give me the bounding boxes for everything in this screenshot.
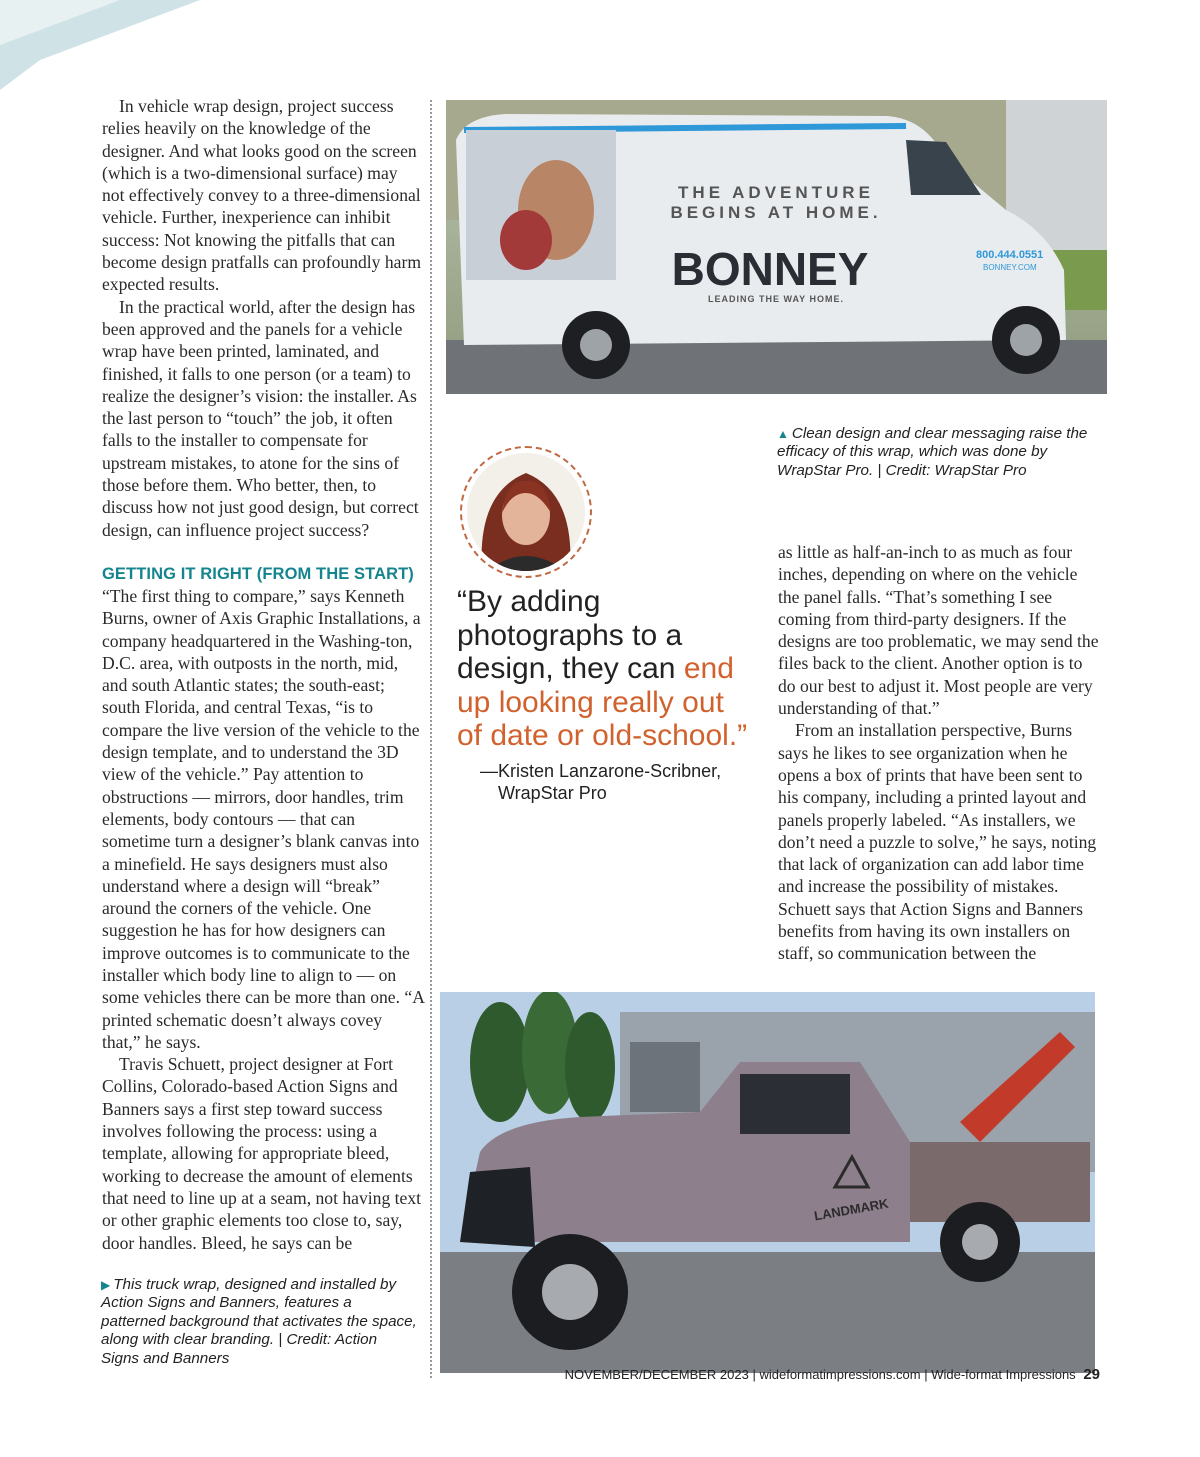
truck-brand: LANDMARK — [812, 1195, 890, 1224]
page-footer — [560, 1366, 1100, 1383]
pull-quote — [457, 585, 757, 753]
left-text-column — [102, 95, 424, 1254]
headshot-photo — [467, 453, 585, 571]
triangle-right-icon: ▶ — [101, 1278, 111, 1292]
headshot-frame — [460, 446, 592, 578]
van-brand: BONNEY — [671, 243, 869, 295]
paragraph: From an installation perspective, Burns says he likes to see organization when he opens a box of prints that have been sent to his company, including a printed layout and panels properly labeled. “As installers, we don’t need a puzzle to solve,” he says, noting that lack of organization can add labor time and increase the possibility of mistakes. Schuett says that Action Signs and Banners benefits from having its own installers on staff, so communication between the — [778, 720, 1097, 964]
corner-accent-graphic — [0, 0, 200, 90]
paragraph: “The first thing to compare,” says Kenneth Burns, owner of Axis Graphic Installations, a company headquartered in the Washing-ton, D.C. area, with outposts in the north, mid, and south Atlantic states; the south-east; south Florida, and central Texas, “is to compare the live version of the vehicle to the design template, and to understand the 3D view of the vehicle.” Pay attention to obstructions — mirrors, door handles, trim elements, body contours — that can sometime turn a designer’s blank canvas into a minefield. He says designers must also understand where a design will “break” around the corners of the vehicle. One suggestion he has for how designers can improve outcomes is to communicate to the installer which body line to align to — on some vehicles there can be more than one. “A printed schematic doesn’t always covey that,” he says. — [102, 585, 424, 1052]
footer-separator: | — [924, 1367, 932, 1382]
caption-text: This truck wrap, designed and installed by Action Signs and Banners, features a patterned background that activates the space, along with clear branding. | Credit: Action Signs and Banners — [101, 1276, 417, 1367]
pull-quote-accent-text: end up looking really out of date or old-school.” — [457, 652, 748, 752]
van-wrap-photo — [446, 100, 1107, 394]
triangle-up-icon: ▲ — [777, 427, 789, 441]
paragraph: In the practical world, after the design has been approved and the panels for a vehicle wrap have been printed, laminated, and finished, it falls to one person (or a team) to realize the designer’s vision: the installer. As the last person to “touch” the job, it often falls to the installer to compensate for upstream mistakes, to atone for the sins of those before them. Who better, then, to discuss how not just good design, but correct design, can influence project success? — [102, 296, 419, 540]
footer-separator: | — [752, 1367, 760, 1382]
pull-quote-attribution — [480, 760, 760, 804]
column-divider — [430, 100, 432, 1378]
van-brand-sub: LEADING THE WAY HOME. — [707, 294, 845, 304]
van-web: BONNEY.COM — [983, 263, 1037, 272]
van-tagline-1: THE ADVENTURE — [678, 183, 874, 202]
truck-wrap-photo — [440, 992, 1095, 1373]
footer-site: wideformatimpressions.com — [759, 1367, 921, 1382]
footer-publication: Wide-format Impressions — [931, 1367, 1076, 1382]
truck-photo-caption — [101, 1276, 419, 1368]
paragraph: Travis Schuett, project designer at Fort Collins, Colorado-based Action Signs and Banners says a first step toward success involves following the process: using a template, allowing for appropriate bleed, working to decrease the amount of elements that need to line up at a seam, not having text or other graphic elements too close to, say, door handles. Bleed, he says can be — [102, 1054, 422, 1253]
right-text-column — [778, 541, 1100, 965]
van-tagline-2: BEGINS AT HOME. — [670, 203, 882, 222]
paragraph: In vehicle wrap design, project success relies heavily on the knowledge of the designer. And what looks good on the screen (which is a two-dimensional surface) may not effectively convey to a three-dimensional vehicle. Further, inexperience can inhibit success: Not knowing the pitfalls that can become design pratfalls can profoundly harm expected results. — [102, 96, 422, 295]
pull-quote-text: “By adding photographs to a design, they can — [457, 585, 684, 685]
section-heading: GETTING IT RIGHT (FROM THE START) — [102, 564, 414, 583]
attribution-name: —Kristen Lanzarone-Scribner, — [480, 761, 722, 781]
van-phone: 800.444.0551 — [976, 249, 1044, 261]
attribution-org: WrapStar Pro — [498, 783, 607, 803]
caption-text: Clean design and clear messaging raise the efficacy of this wrap, which was done by WrapStar Pro. | Credit: WrapStar Pro — [777, 425, 1088, 479]
paragraph: as little as half-an-inch to as much as four inches, depending on where on the vehicle the panel falls. “That’s something I see coming from third-party designers. If the designs are too problematic, we may send the files back to the client. Another option is to do our best to adjust it. Most people are very understanding of that.” — [778, 542, 1099, 719]
van-photo-caption — [777, 425, 1102, 480]
footer-issue: NOVEMBER/DECEMBER 2023 — [564, 1367, 749, 1382]
page-number: 29 — [1083, 1366, 1100, 1383]
